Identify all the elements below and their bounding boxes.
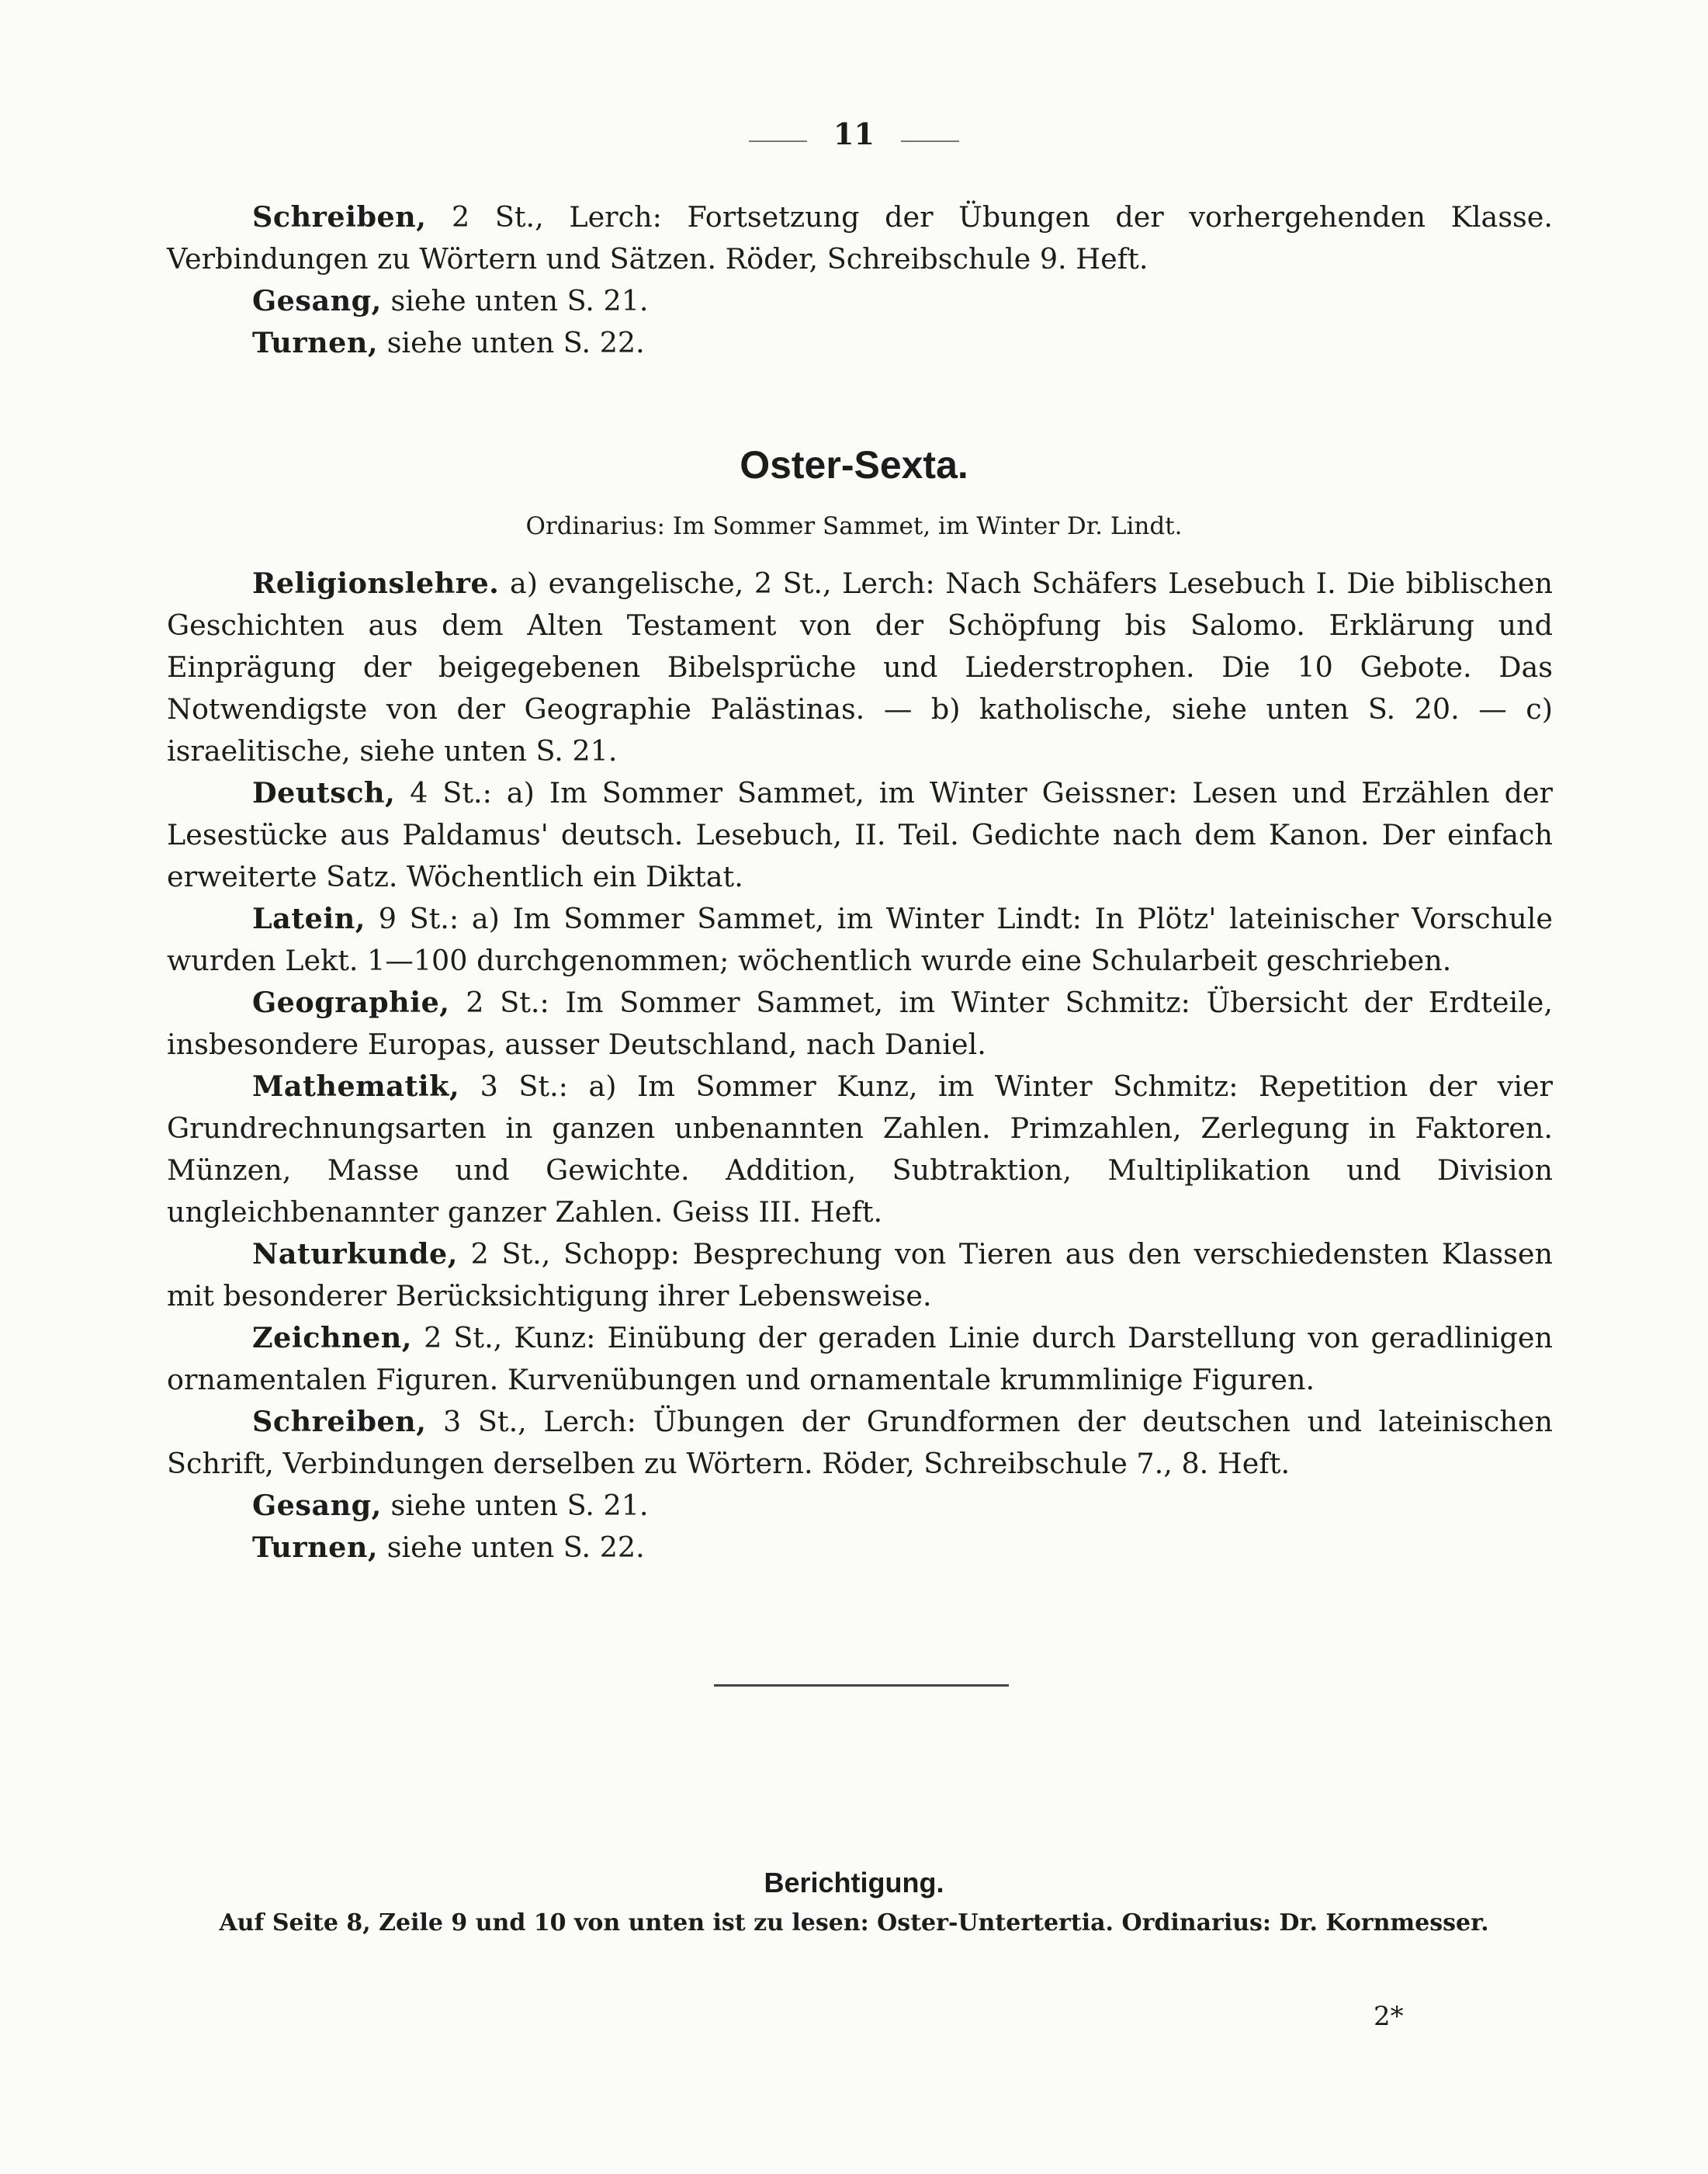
entry-heading: Schreiben, <box>252 1405 427 1438</box>
entry-heading: Deutsch, <box>252 776 396 810</box>
entry-gesang-2 <box>167 1485 1553 1527</box>
block-oster-sexta <box>167 563 1553 1569</box>
entry-schreiben-2 <box>167 1401 1553 1485</box>
entry-gesang-1 <box>167 280 1553 322</box>
entry-heading: Zeichnen, <box>252 1321 412 1354</box>
berichtigung-title: Berichtigung. <box>764 1867 944 1898</box>
header-rule-right <box>901 140 959 142</box>
entry-heading: Turnen, <box>252 326 379 359</box>
entry-heading: Gesang, <box>252 284 382 317</box>
berichtigung-text: Auf Seite 8, Zeile 9 und 10 von unten ist zu lesen: Oster-Untertertia. Ordinarius: Dr. Kornmesser. <box>219 1909 1489 1936</box>
entry-turnen-1 <box>167 322 1553 364</box>
entry-text: 3 St., Lerch: Übungen der Grundformen der deutschen und lateinischen Schrift, Verbindungen derselben zu Wörtern. Röder, Schreibschule 7., 8. Heft. <box>167 1405 1553 1480</box>
page-header <box>0 116 1708 151</box>
entry-text: siehe unten S. 22. <box>378 1531 645 1564</box>
entry-heading: Turnen, <box>252 1531 379 1564</box>
entry-text: 2 St., Kunz: Einübung der geraden Linie durch Darstellung von geradlinigen ornamentalen Figuren. Kurvenübungen und ornamentale krummlinige Figuren. <box>167 1321 1553 1396</box>
entry-heading: Religionslehre. <box>252 567 500 600</box>
entry-text: siehe unten S. 21. <box>381 1489 649 1522</box>
entry-turnen-2 <box>167 1527 1553 1569</box>
entry-heading: Naturkunde, <box>252 1237 458 1271</box>
ordinarius-line: Ordinarius: Im Sommer Sammet, im Winter Dr. Lindt. <box>525 512 1183 540</box>
entry-text: 2 St.: Im Sommer Sammet, im Winter Schmitz: Übersicht der Erdteile, insbesondere Europas, ausser Deutschland, nach Daniel. <box>167 986 1553 1061</box>
page-number: 11 <box>833 116 875 151</box>
entry-text: a) evangelische, 2 St., Lerch: Nach Schäfers Lesebuch I. Die biblischen Geschichten aus dem Alten Testament von der Schöpfung bis Salomo. Erklärung und Einprägung der beigegebenen Bibelsprüche und Liederstrophen. Die 10 Gebote. Das Notwendigste von der Geographie Palästinas. — b) katholische, siehe unten S. 20. — c) israelitische, siehe unten S. 21. <box>167 567 1553 768</box>
entry-religionslehre <box>167 563 1553 772</box>
entry-naturkunde <box>167 1233 1553 1317</box>
entry-heading: Gesang, <box>252 1489 382 1522</box>
entry-text: 2 St., Lerch: Fortsetzung der Übungen der vorhergehenden Klasse. Verbindungen zu Wörtern und Sätzen. Röder, Schreibschule 9. Heft. <box>167 200 1553 276</box>
entry-text: 9 St.: a) Im Sommer Sammet, im Winter Lindt: In Plötz' lateinischer Vorschule wurden Lekt. 1—100 durchgenommen; wöchentlich wurde eine Schularbeit geschrieben. <box>167 902 1553 977</box>
entry-heading: Geographie, <box>252 986 450 1019</box>
entry-heading: Mathematik, <box>252 1070 460 1103</box>
entry-heading: Schreiben, <box>252 200 427 234</box>
entry-text: siehe unten S. 22. <box>378 326 645 359</box>
entry-zeichnen <box>167 1317 1553 1401</box>
block-continued <box>167 196 1553 364</box>
signature-mark: 2* <box>1374 2001 1404 2032</box>
entry-text: 3 St.: a) Im Sommer Kunz, im Winter Schmitz: Repetition der vier Grundrechnungsarten in ganzen unbenannten Zahlen. Primzahlen, Zerlegung in Faktoren. Münzen, Masse und Gewichte. Addition, Subtraktion, Multiplikation und Division ungleichbenannter ganzer Zahlen. Geiss III. Heft. <box>167 1070 1553 1229</box>
entry-deutsch <box>167 772 1553 898</box>
section-title: Oster-Sexta. <box>740 443 968 487</box>
entry-text: siehe unten S. 21. <box>381 284 649 317</box>
entry-text: 4 St.: a) Im Sommer Sammet, im Winter Geissner: Lesen und Erzählen der Lesestücke aus Paldamus' deutsch. Lesebuch, II. Teil. Gedichte nach dem Kanon. Der einfach erweiterte Satz. Wöchentlich ein Diktat. <box>167 776 1553 893</box>
entry-mathematik <box>167 1066 1553 1233</box>
entry-heading: Latein, <box>252 902 366 935</box>
section-divider <box>714 1684 1009 1687</box>
entry-latein <box>167 898 1553 982</box>
entry-geographie <box>167 982 1553 1066</box>
entry-schreiben-1 <box>167 196 1553 280</box>
entry-text: 2 St., Schopp: Besprechung von Tieren aus den verschiedensten Klassen mit besonderer Berücksichtigung ihrer Lebensweise. <box>167 1237 1553 1312</box>
header-rule-left <box>749 140 807 142</box>
